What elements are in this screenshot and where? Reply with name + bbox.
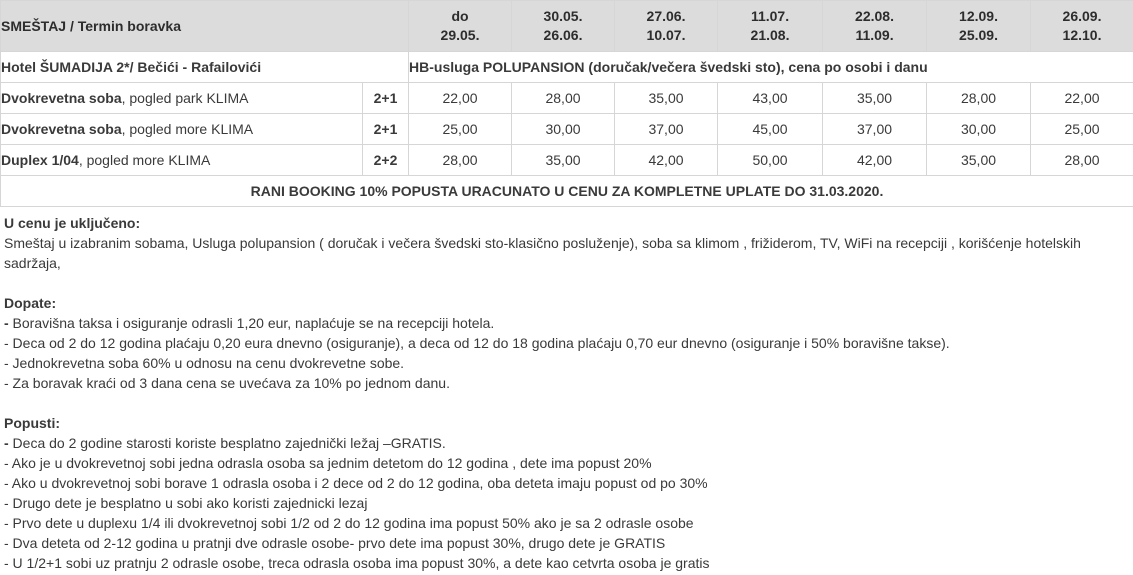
- price-cell: 28,00: [409, 145, 512, 176]
- period-from: 22.08.: [855, 8, 894, 24]
- period-header: [927, 1, 1031, 52]
- list-text: Ako je u dvokrevetnoj sobi jedna odrasla osoba sa jednim detetom do 12 godina , dete ima popust 20%: [8, 455, 652, 471]
- service-description: HB-usluga POLUPANSION (doručak/večera švedski sto), cena po osobi i danu: [409, 52, 1133, 83]
- period-from: do: [451, 8, 469, 24]
- price-cell: 35,00: [927, 145, 1031, 176]
- list-item: [4, 333, 1129, 353]
- period-header: [718, 1, 823, 52]
- price-cell: 28,00: [512, 83, 615, 114]
- room-view: , pogled more KLIMA: [78, 152, 211, 168]
- price-cell: 28,00: [927, 83, 1031, 114]
- list-dash: -: [4, 355, 9, 371]
- list-text: Za boravak kraći od 3 dana cena se uvećava za 10% po jednom danu.: [8, 375, 450, 391]
- period-to: 12.10.: [1062, 27, 1102, 43]
- list-text: U 1/2+1 sobi uz pratnju 2 odrasle osobe, treca odrasla osoba ima popust 30%, a dete kao cetvrta osoba je gratis: [8, 555, 710, 571]
- price-cell: 45,00: [718, 114, 823, 145]
- list-item: [4, 373, 1129, 393]
- early-booking-note: RANI BOOKING 10% POPUSTA URACUNATO U CENU ZA KOMPLETNE UPLATE DO 31.03.2020.: [1, 176, 1133, 207]
- price-table: [0, 0, 1133, 207]
- period-from: 12.09.: [959, 8, 998, 24]
- period-to: 25.09.: [959, 27, 998, 43]
- list-item: [4, 313, 1129, 333]
- list-text: Deca do 2 godine starosti koriste besplatno zajednički ležaj –GRATIS.: [8, 435, 446, 451]
- list-item: [4, 493, 1129, 513]
- period-to: 21.08.: [750, 27, 790, 43]
- price-cell: 50,00: [718, 145, 823, 176]
- price-cell: 42,00: [823, 145, 927, 176]
- room-name: [1, 145, 363, 176]
- list-item: [4, 433, 1129, 453]
- occupancy: 2+2: [363, 145, 409, 176]
- price-cell: 37,00: [823, 114, 927, 145]
- room-type: Duplex 1/04: [1, 152, 79, 168]
- period-header: [615, 1, 718, 52]
- list-item: [4, 513, 1129, 533]
- room-view: , pogled park KLIMA: [121, 90, 249, 106]
- list-dash: -: [4, 455, 9, 471]
- period-header: [512, 1, 615, 52]
- period-to: 26.06.: [543, 27, 583, 43]
- list-dash: -: [4, 515, 9, 531]
- price-cell: 30,00: [512, 114, 615, 145]
- price-cell: 25,00: [409, 114, 512, 145]
- list-text: Dva deteta od 2-12 godina u pratnji dve odrasle osobe- prvo dete ima popust 30%, drugo dete je GRATIS: [8, 535, 666, 551]
- room-name: [1, 83, 363, 114]
- list-text: Ako u dvokrevetnoj sobi borave 1 odrasla osoba i 2 dece od 2 do 12 godina, oba deteta imaju popust od po 30%: [8, 475, 708, 491]
- period-from: 26.09.: [1062, 8, 1102, 24]
- period-to: 11.09.: [855, 27, 894, 43]
- room-type: Dvokrevetna soba: [1, 90, 122, 106]
- price-cell: 30,00: [927, 114, 1031, 145]
- included-text: Smeštaj u izabranim sobama, Usluga polupansion ( doručak i večera švedski sto-klasično posluženje), soba sa klimom , frižiderom, TV, WiFi na recepciji , korišćenje hotelskih sadržaja,: [4, 235, 1081, 271]
- list-dash: -: [4, 495, 9, 511]
- spacer: [4, 273, 1129, 293]
- list-dash: -: [4, 475, 9, 491]
- room-view: , pogled more KLIMA: [121, 121, 254, 137]
- list-text: Deca od 2 do 12 godina plaćaju 0,20 eura dnevno (osiguranje), a deca od 12 do 18 godina plaćaju 0,70 eur dnevno (osiguranje i 50% boravišne takse).: [8, 335, 950, 351]
- room-type: Dvokrevetna soba: [1, 121, 122, 137]
- list-dash: -: [4, 335, 9, 351]
- list-item: [4, 533, 1129, 553]
- occupancy: 2+1: [363, 83, 409, 114]
- list-dash: -: [4, 555, 9, 571]
- list-text: Jednokrevetna soba 60% u odnosu na cenu dvokrevetne sobe.: [8, 355, 405, 371]
- hotel-row: [1, 52, 1133, 83]
- corner-label: SMEŠTAJ / Termin boravka: [1, 1, 409, 52]
- list-dash: -: [4, 435, 9, 451]
- price-cell: 22,00: [409, 83, 512, 114]
- table-row: [1, 145, 1133, 176]
- period-header: [409, 1, 512, 52]
- occupancy: 2+1: [363, 114, 409, 145]
- included-title: U cenu je uključeno:: [4, 215, 141, 231]
- discounts-title: Popusti:: [4, 415, 60, 431]
- list-dash: -: [4, 375, 9, 391]
- period-from: 27.06.: [646, 8, 686, 24]
- period-from: 11.07.: [750, 8, 790, 24]
- price-cell: 25,00: [1031, 114, 1133, 145]
- room-name: [1, 114, 363, 145]
- list-item: [4, 453, 1129, 473]
- list-dash: -: [4, 535, 9, 551]
- booking-row: [1, 176, 1133, 207]
- period-header: [823, 1, 927, 52]
- list-text: Boravišna taksa i osiguranje odrasli 1,20 eur, naplaćuje se na recepciji hotela.: [8, 315, 495, 331]
- period-to: 29.05.: [440, 27, 480, 43]
- list-item: [4, 353, 1129, 373]
- price-cell: 43,00: [718, 83, 823, 114]
- period-to: 10.07.: [646, 27, 686, 43]
- price-cell: 37,00: [615, 114, 718, 145]
- header-row: [1, 1, 1133, 52]
- list-text: Prvo dete u duplexu 1/4 ili dvokrevetnoj sobi 1/2 od 2 do 12 godina ima popust 50% ako je sa 2 odrasle osobe: [8, 515, 694, 531]
- period-header: [1031, 1, 1133, 52]
- price-cell: 28,00: [1031, 145, 1133, 176]
- price-cell: 42,00: [615, 145, 718, 176]
- price-cell: 22,00: [1031, 83, 1133, 114]
- table-row: [1, 83, 1133, 114]
- notes-section: [0, 207, 1133, 573]
- list-item: [4, 553, 1129, 573]
- price-cell: 35,00: [823, 83, 927, 114]
- period-from: 30.05.: [543, 8, 583, 24]
- list-dash: -: [4, 315, 9, 331]
- extras-title: Dopate:: [4, 295, 57, 311]
- list-text: Drugo dete je besplatno u sobi ako koristi zajednicki lezaj: [8, 495, 368, 511]
- spacer: [4, 393, 1129, 413]
- price-cell: 35,00: [615, 83, 718, 114]
- hotel-name: Hotel ŠUMADIJA 2*/ Bečići - Rafailovići: [1, 52, 409, 83]
- price-cell: 35,00: [512, 145, 615, 176]
- table-row: [1, 114, 1133, 145]
- list-item: [4, 473, 1129, 493]
